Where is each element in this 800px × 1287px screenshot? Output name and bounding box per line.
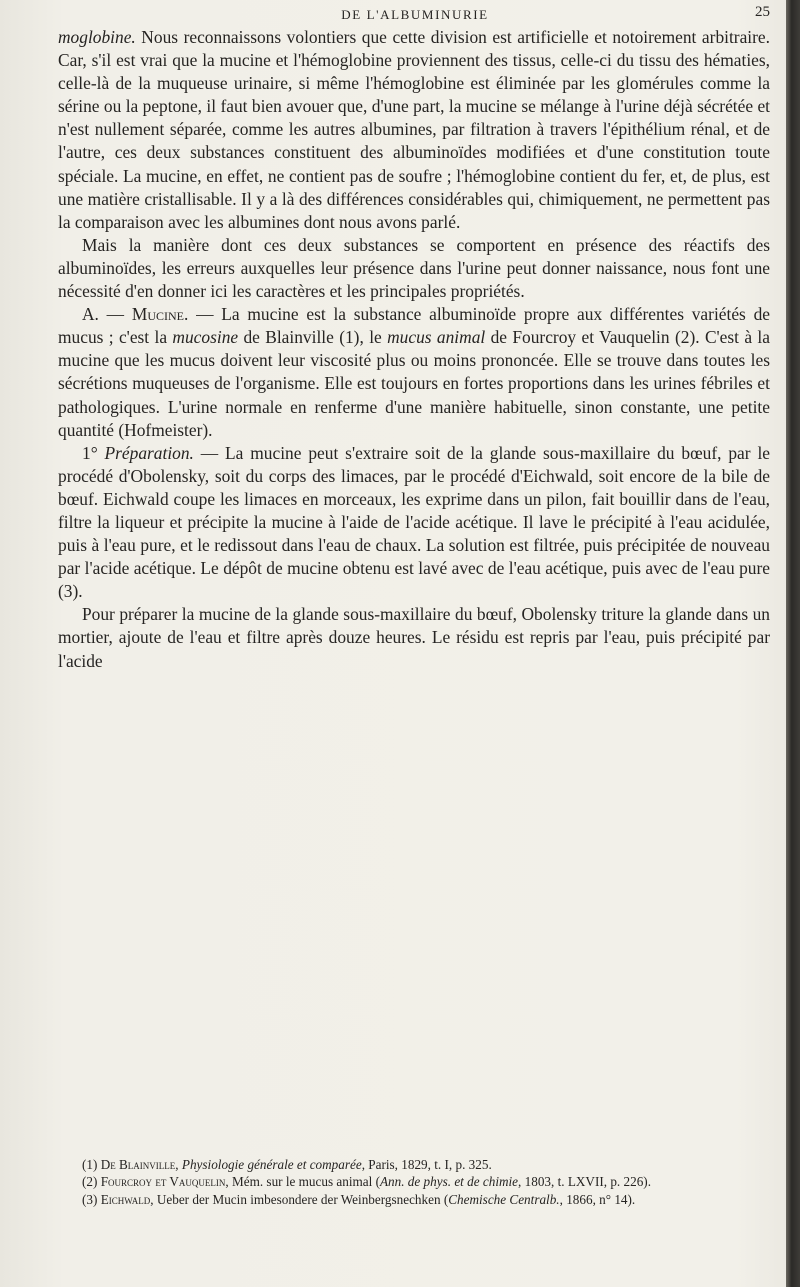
footnote-title: Physiologie générale et comparée: [181, 1157, 362, 1172]
footnote-text: , Paris, 1829, t. I, p. 325.: [361, 1157, 492, 1172]
body-text: [58, 26, 770, 673]
footnote-1: [58, 1156, 770, 1173]
italic-term: mucus animal: [387, 327, 486, 348]
footnote-text: , Mém. sur le mucus animal (: [225, 1174, 380, 1190]
footnote-text: ,: [175, 1157, 182, 1172]
running-header: [60, 4, 770, 24]
footnote-text: , 1866, n° 14).: [559, 1191, 636, 1207]
paragraph-text: Nous reconnaissons volontiers que cette division est artificielle et notoirement arbitraire. Car, s'il est vrai que la mucine et l'hémoglobine proviennent des tissus, celle-ci du tissu des hématies, celle-là de la muqueuse urinaire, si même l'hémoglobine est éliminée par les glomérules comme la sérine ou la peptone, il faut bien avouer que, d'une part, la mucine se mélange à l'urine déjà sécrétée et n'est nullement séparée, comme les autres albumines, par filtration à travers l'épithélium rénal, et de l'autre, ces deux substances constituent des albuminoïdes modifiées et d'une constitution toute spéciale. La mucine, en effet, ne contient pas de soufre ; l'hémoglobine contient du fer, et, de plus, est une matière cristallisable. Il y a là des différences considérables qui, chimiquement, ne permettent pas la comparaison avec les albumines dont nous avons parlé.: [58, 27, 770, 232]
page-edge-shadow: [786, 0, 800, 1287]
paragraph: [58, 603, 770, 672]
footnote-mark: (1): [82, 1157, 101, 1172]
paragraph-text: de Fourcroy et Vauquelin (2). C'est à la mucine que les mucus doivent leur viscosité plus ou moins prononcée. Elle se trouve dans toutes les sécrétions muqueuses de l'organisme. Elle est toujours en fortes proportions dans les urines fébriles et pathologiques. L'urine normale en renferme d'une manière habituelle, sinon constante, une petite quantité (Hofmeister).: [58, 327, 770, 440]
paragraph-continuation: [58, 26, 770, 234]
footnote-text: , Ueber der Mucin imbesondere der Weinbergsnechken (: [150, 1191, 449, 1207]
footnote-mark: (3): [82, 1191, 101, 1207]
footnotes: [58, 1156, 770, 1208]
subsection-heading: Préparation.: [104, 442, 194, 463]
footnote-author: Eichwald: [100, 1191, 151, 1207]
paragraph-text: — La mucine est la substance albuminoïde propre aux différentes variétés de mucus ; c'est la: [58, 304, 771, 348]
section-letter: A. —: [82, 304, 132, 325]
paragraph-text: Pour préparer la mucine de la glande sous-maxillaire du bœuf, Obolensky triture la glande dans un mortier, ajoute de l'eau et filtre après douze heures. Le résidu est repris par l'eau, puis précipité par l'acide: [58, 604, 770, 671]
running-title: DE L'ALBUMINURIE: [341, 7, 489, 22]
footnote-2: [58, 1173, 770, 1190]
subsection-preparation: [58, 442, 770, 604]
paragraph-text: de Blainville (1), le: [238, 327, 388, 348]
footnote-text: , 1803, t. LXVII, p. 226).: [518, 1174, 651, 1190]
section-mucine: [58, 303, 770, 442]
italic-term: mucosine: [172, 327, 239, 348]
section-heading: Mucine.: [131, 304, 189, 325]
footnote-journal: Chemische Centralb.: [448, 1191, 560, 1207]
footnote-journal: Ann. de phys. et de chimie: [379, 1174, 519, 1190]
page-number: 25: [755, 4, 770, 20]
paragraph: [58, 234, 770, 303]
footnote-3: [58, 1191, 770, 1208]
footnote-author: De Blainville: [100, 1157, 176, 1172]
paragraph-text: Mais la manière dont ces deux substances se comportent en présence des réactifs des albuminoïdes, les erreurs auxquelles leur présence dans l'urine peut donner naissance, nous font une nécessité d'en donner ici les caractères et les principales propriétés.: [58, 234, 770, 302]
footnote-mark: (2): [82, 1174, 101, 1190]
paragraph-text: — La mucine peut s'extraire soit de la glande sous-maxillaire du bœuf, par le procédé d'Obolensky, soit du corps des limaces, par le procédé d'Eichwald, soit encore de la bile de bœuf. Eichwald coupe les limaces en morceaux, les exprime dans un pilon, fait bouillir dans de l'eau, filtre la liqueur et précipite la mucine à l'aide de l'acide acétique. Il lave le précipité à l'eau acidulée, puis à l'eau pure, et le redissout dans l'eau de chaux. La solution est filtrée, puis précipitée de nouveau par l'acide acétique. Le dépôt de mucine obtenu est lavé avec de l'eau acétique, puis avec de l'eau pure (3).: [58, 442, 770, 602]
footnote-author: Fourcroy et Vauquelin: [100, 1174, 226, 1190]
italic-word: moglobine.: [58, 27, 136, 47]
subsection-number: 1°: [82, 442, 105, 463]
